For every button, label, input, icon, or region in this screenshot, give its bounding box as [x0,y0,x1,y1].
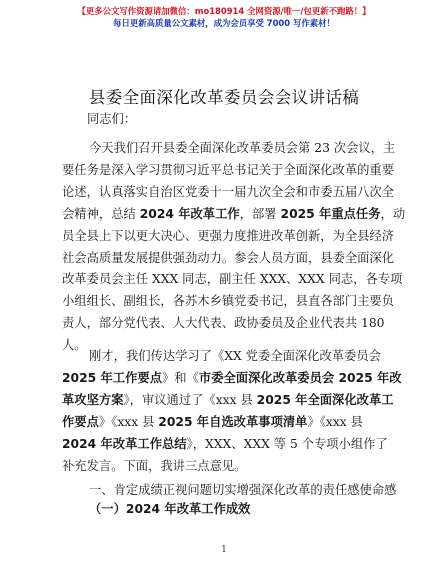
text-run: 》，审议通过了《xxx 县 [123,393,257,407]
page-number: 1 [221,545,227,555]
paragraph-1-line [62,271,448,288]
paragraph-1-line [62,250,448,267]
paragraph-1-line [62,206,448,223]
text-run: 会精神，总结 [62,207,140,221]
document-title: 县委全面深化改革委员会会议讲话稿 [88,88,360,107]
text-run: 补充发言。下面，我讲三点意见。 [62,459,247,473]
text-run: 责人，部分党代表、人大代表、政协委员及企业代表共 180 [62,316,385,330]
text-run: ，动 [380,207,406,221]
bold-text-run: 2024 年改革工作 [139,207,240,221]
bold-text-run: 革攻坚方案 [62,393,124,407]
promo-line-2: 每日更新高质量公文素材，成为会员享受 7000 写作素材！ [113,18,335,28]
paragraph-1-line [62,184,448,201]
text-run: 》，XXX、XXX 等 5 个专项小组作了 [186,437,388,451]
bold-text-run: 市委全面深化改革委员会 2025 年改 [198,371,402,385]
text-run: 》和《 [162,371,199,385]
text-run: 人。 [62,338,87,352]
text-run: 》《xxx 县 [307,415,363,429]
text-run: 社会高质量发展提供强劲动力。参会人员方面，县委全面深化 [62,251,395,265]
paragraph-2-line [62,458,448,475]
paragraph-2-line [62,414,448,431]
salutation: 同志们： [87,112,137,126]
paragraph-2-line [62,436,448,453]
bold-text-run: 2025 年重点任务 [280,207,381,221]
text-run: 今天我们召开县委全面深化改革委员会第 23 次会议，主 [89,141,396,155]
subsection-heading: （一）2024 年改革工作成效 [89,502,251,516]
paragraph-1-line [89,140,448,157]
paragraph-1-line [62,315,448,332]
promo-line-1: 【更多公文写作资源请加微信：mo180914 全网资源/唯一/包更新不跑路！】 [77,6,371,16]
paragraph-2-line [62,392,448,409]
bold-text-run: 2025 年全面深化改革工 [256,393,394,407]
text-run: 》《xxx 县 [98,415,159,429]
paragraph-2-line [89,348,448,365]
text-run: 论述，认真落实自治区党委十一届九次全会和市委五届八次全 [62,185,395,199]
paragraph-1-line [62,293,448,310]
text-run: 要任务是深入学习贯彻习近平总书记关于全面深化改革的重要 [62,163,395,177]
paragraph-1-line [62,162,448,179]
bold-text-run: 2025 年自选改革事项清单 [158,415,308,429]
paragraph-2-line [62,370,448,387]
text-run: 刚才，我们传达学习了《XX 党委全面深化改革委员会 [89,349,381,363]
text-run: 改革委员会主任 XXX 同志，副主任 XXX、XXX 同志，各专项 [62,272,403,286]
text-run: ，部署 [239,207,281,221]
text-run: 小组组长、副组长，各苏木乡镇党委书记，县直各部门主要负 [62,294,395,308]
text-run: 员全县上下以更大决心、更强力度推进改革创新，为全县经济 [62,229,395,243]
bold-text-run: 作要点 [62,415,99,429]
bold-text-run: 2024 年改革工作总结 [62,437,187,451]
section-heading: 一、肯定成绩正视问题切实增强深化改革的责任感使命感 [89,483,397,497]
paragraph-1-line [62,228,448,245]
bold-text-run: 2025 年工作要点 [62,371,162,385]
